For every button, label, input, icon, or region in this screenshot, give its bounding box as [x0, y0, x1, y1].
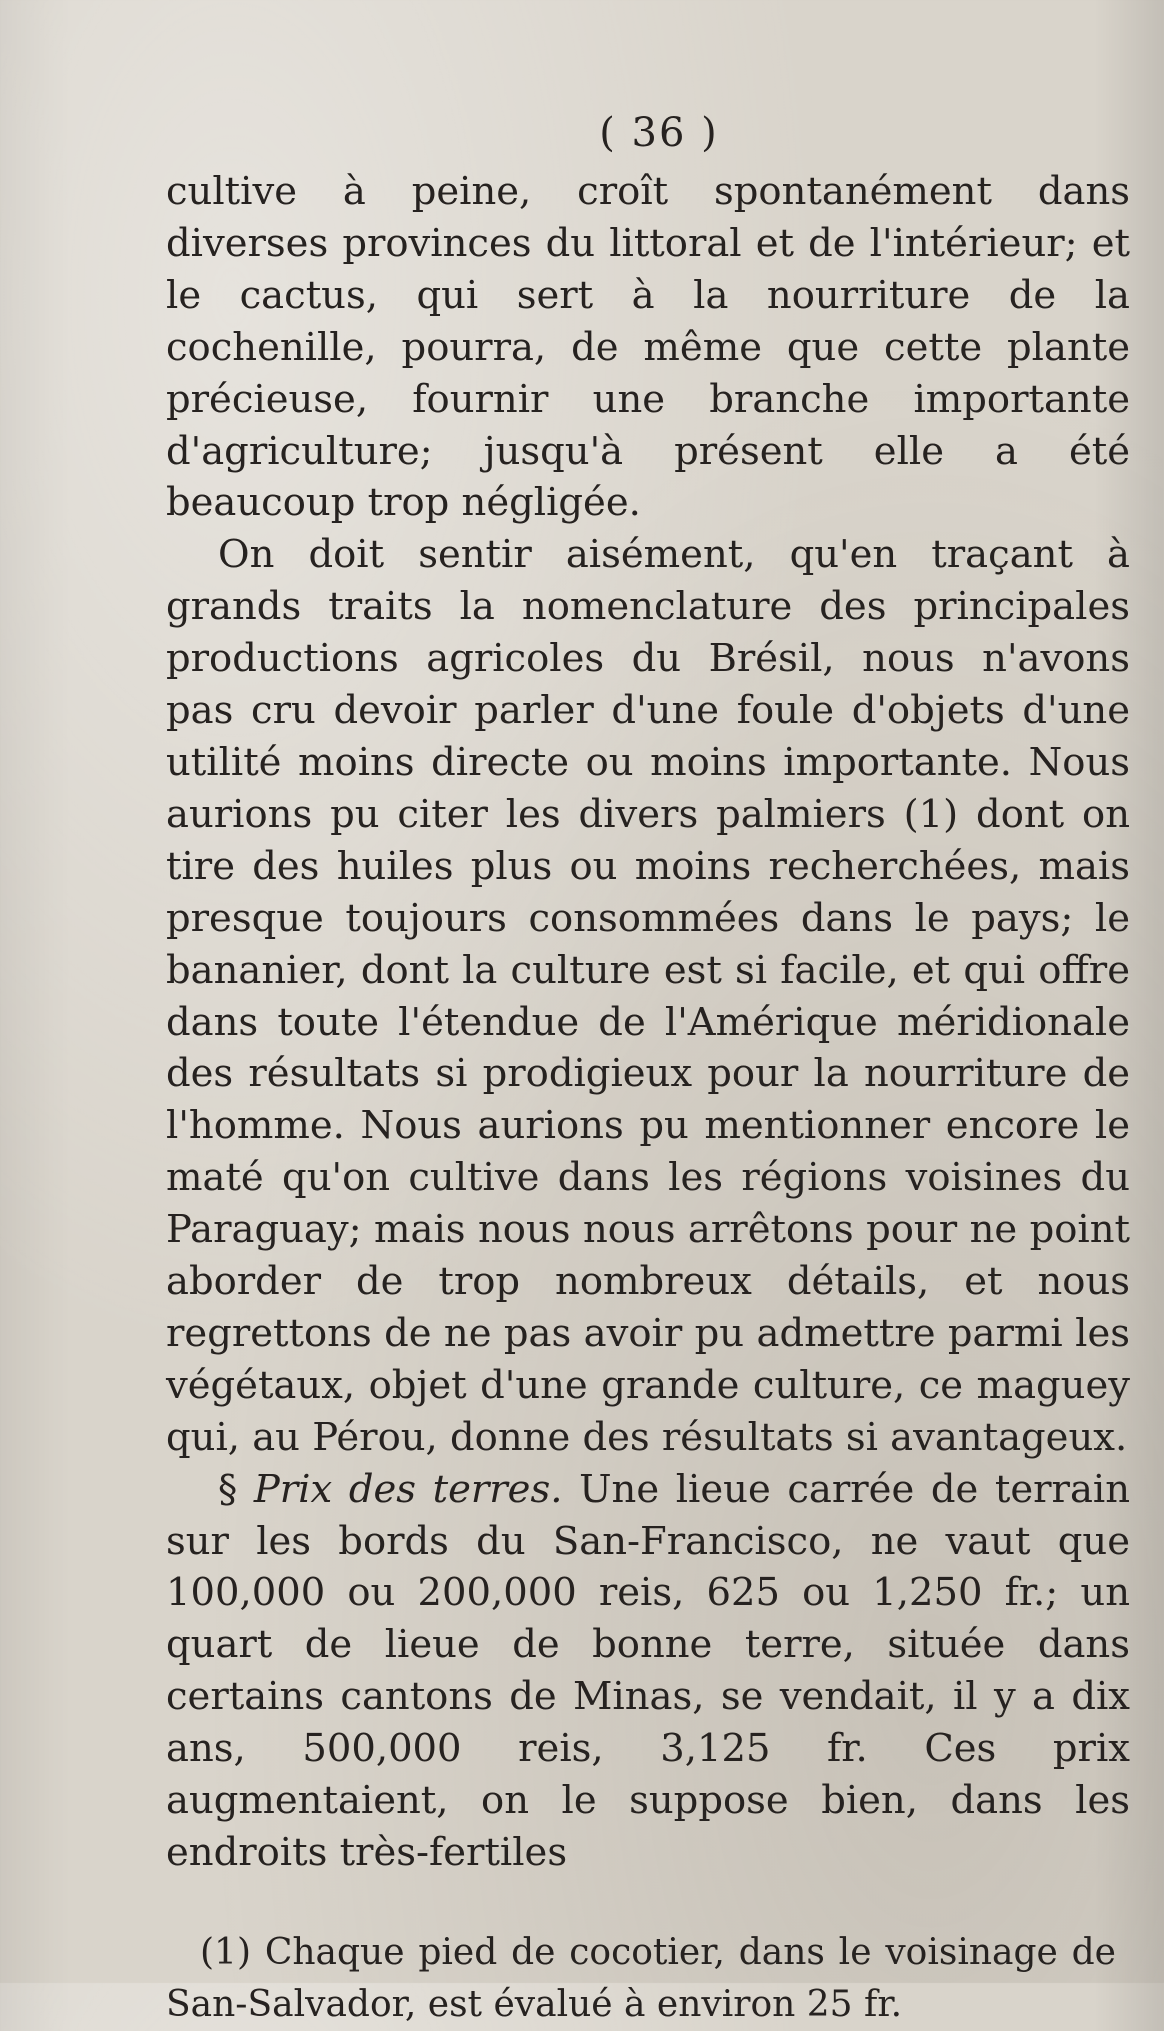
page-number: ( 36 ) [599, 110, 719, 156]
footnote-spacer [166, 1879, 1130, 1927]
paragraph-text: Une lieue carrée de terrain sur les bords du San-Francisco, ne vaut que 100,000 ou 200,000 reis, 625 ou 1,250 fr.; un quart de lieue de bonne terre, située dans certains cantons de Minas, se vendait, il y a dix ans, 500,000 reis, 3,125 fr. Ces prix augmentaient, on le suppose bien, dans les endroits très-fertiles [166, 1466, 1131, 1875]
footnote-text: Chaque pied de cocotier, dans le voisinage de San-Salvador, est évalué à environ 25 fr. [166, 1931, 1116, 2025]
paragraph-text: cultive à peine, croît spontanément dans diverses provinces du littoral et de l'intérieur; et le cactus, qui sert à la nourriture de la cochenille, pourra, de même que cette plante précieuse, fournir une branche importante d'agriculture; jusqu'à présent elle a été beaucoup trop négligée. [166, 169, 1130, 526]
body-text [166, 166, 1130, 1879]
book-page [166, 110, 1131, 2025]
paragraph-text: On doit sentir aisément, qu'en traçant à grands traits la nomenclature des principales productions agricoles du Brésil, nous n'avons pas cru devoir parler d'une foule d'objets d'une utilité moins directe ou moins importante. Nous aurions pu citer les divers palmiers (1) dont on tire des huiles plus ou moins recherchées, mais presque toujours consommées dans le pays; le bananier, dont la culture est si facile, et qui offre dans toute l'étendue de l'Amérique méridionale des résultats si prodigieux pour la nourriture de l'homme. Nous aurions pu mentionner encore le maté qu'on cultive dans les régions voisines du Paraguay; mais nous nous arrêtons pour ne point aborder de trop nombreux détails, et nous regrettons de ne pas avoir pu admettre parmi les végétaux, objet d'une grande culture, ce maguey qui, au Pérou, donne des résultats si avantageux. [166, 532, 1130, 1460]
section-title: Prix des terres. [253, 1466, 563, 1512]
paragraph-productions [166, 529, 1130, 1463]
paragraph-continuation [166, 166, 1130, 529]
paragraph-land-prices [166, 1464, 1130, 1879]
section-mark: § [218, 1466, 238, 1512]
footnote-marker: (1) [200, 1931, 251, 1973]
footnote [166, 1927, 1116, 2031]
